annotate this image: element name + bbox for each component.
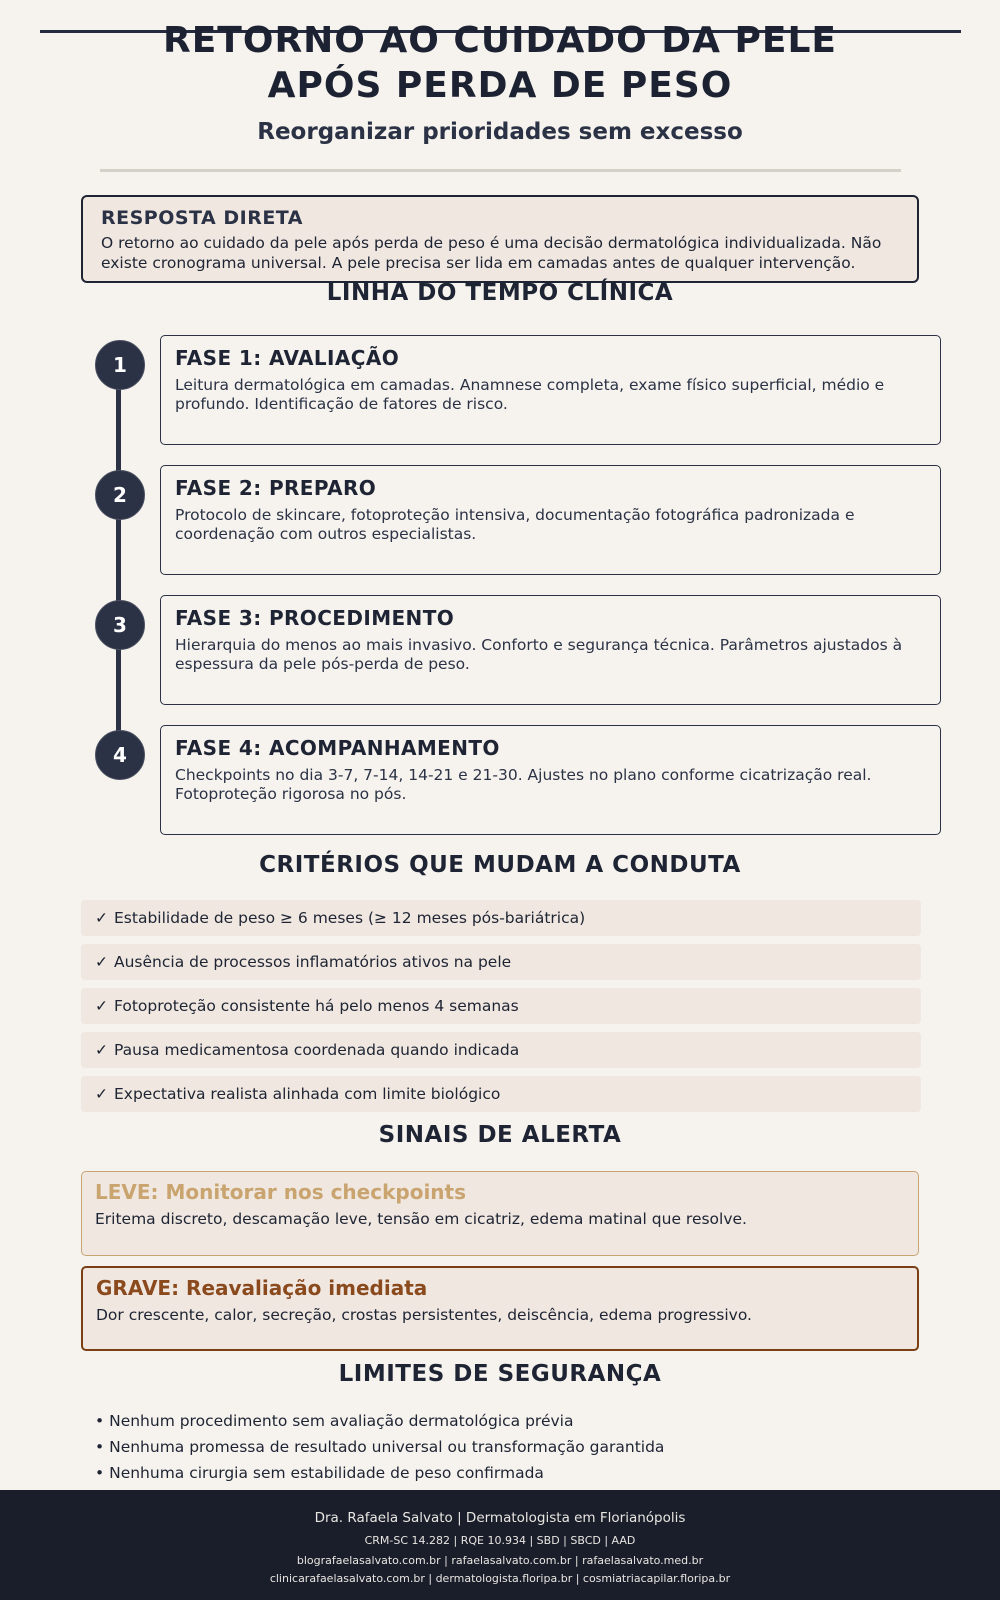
criteria-item-label: Ausência de processos inflamatórios ativos na pele [114, 953, 512, 971]
page-title [0, 18, 1000, 108]
phase-1-card [160, 335, 941, 445]
limits-item-label: Nenhuma promessa de resultado universal ou transformação garantida [109, 1438, 665, 1456]
header-divider [100, 169, 901, 172]
criteria-item-5 [81, 1076, 921, 1112]
footer-websites-1: blografaelasalvato.com.br | rafaelasalvato.com.br | rafaelasalvato.med.br [296, 1554, 704, 1567]
criteria-section-title: CRITÉRIOS QUE MUDAM A CONDUTA [259, 852, 741, 878]
footer [0, 1490, 1000, 1600]
limits-item-1 [95, 1408, 664, 1434]
alert-light-title: LEVE: Monitorar nos checkpoints [95, 1180, 467, 1204]
criteria-item-label: Fotoproteção consistente há pelo menos 4 semanas [114, 997, 519, 1015]
criteria-item-label: Estabilidade de peso ≥ 6 meses (≥ 12 meses pós-bariátrica) [114, 909, 586, 927]
criteria-item-label: Pausa medicamentosa coordenada quando indicada [114, 1041, 520, 1059]
phase-1-title: FASE 1: AVALIAÇÃO [175, 346, 400, 370]
timeline-connector-line [116, 365, 121, 755]
timeline-section-title: LINHA DO TEMPO CLÍNICA [326, 280, 674, 306]
footer-credentials: CRM-SC 14.282 | RQE 10.934 | SBD | SBCD | AAD [364, 1534, 636, 1547]
phase-3-text: Hierarquia do menos ao mais invasivo. Conforto e segurança técnica. Parâmetros ajustados à espessura da pele pós-perda de peso. [175, 636, 903, 673]
page-title-line1: RETORNO AO CUIDADO DA PELE [162, 20, 838, 61]
phase-3-number-badge: 3 [95, 600, 145, 650]
phase-4-title: FASE 4: ACOMPANHAMENTO [175, 736, 500, 760]
footer-author: Dra. Rafaela Salvato | Dermatologista em Florianópolis [314, 1510, 686, 1526]
criteria-item-4 [81, 1032, 921, 1068]
criteria-item-2 [81, 944, 921, 980]
page-subtitle: Reorganizar prioridades sem excesso [257, 119, 743, 145]
phase-2-text: Protocolo de skincare, fotoproteção intensiva, documentação fotográfica padronizada e coordenação com outros especialistas. [175, 506, 855, 543]
phase-1-number-badge: 1 [95, 340, 145, 390]
phase-2-number-badge: 2 [95, 470, 145, 520]
direct-answer-title: RESPOSTA DIRETA [101, 207, 303, 229]
limits-item-label: Nenhum procedimento sem avaliação dermatológica prévia [109, 1412, 574, 1430]
alert-light-card [81, 1171, 919, 1256]
phase-1-text: Leitura dermatológica em camadas. Anamnese completa, exame físico superficial, médio e profundo. Identificação de fatores de risco. [175, 376, 885, 413]
footer-websites-2: clinicarafaelasalvato.com.br | dermatologista.floripa.br | cosmiatriacapilar.floripa.br [269, 1572, 731, 1585]
phase-4-card [160, 725, 941, 835]
checkmark-icon: ✓ [95, 1041, 108, 1059]
checkmark-icon: ✓ [95, 997, 108, 1015]
phase-2-title: FASE 2: PREPARO [175, 476, 377, 500]
checkmark-icon: ✓ [95, 1085, 108, 1103]
page-title-line2: APÓS PERDA DE PESO [267, 65, 733, 106]
limits-item-2 [95, 1434, 664, 1460]
bullet-icon: • [95, 1464, 105, 1482]
phase-2-card [160, 465, 941, 575]
alert-grave-title: GRAVE: Reavaliação imediata [96, 1276, 428, 1300]
checkmark-icon: ✓ [95, 953, 108, 971]
alert-grave-text: Dor crescente, calor, secreção, crostas persistentes, deiscência, edema progressivo. [96, 1306, 752, 1324]
bullet-icon: • [95, 1438, 105, 1456]
limits-section-title: LIMITES DE SEGURANÇA [338, 1361, 662, 1387]
alerts-section-title: SINAIS DE ALERTA [378, 1122, 622, 1148]
limits-list [95, 1408, 664, 1486]
criteria-item-label: Expectativa realista alinhada com limite biológico [114, 1085, 501, 1103]
alert-grave-card [81, 1266, 919, 1351]
phase-4-text: Checkpoints no dia 3-7, 7-14, 14-21 e 21-30. Ajustes no plano conforme cicatrização real. Fotoproteção rigorosa no pós. [175, 766, 872, 803]
criteria-item-1 [81, 900, 921, 936]
direct-answer-text: O retorno ao cuidado da pele após perda de peso é uma decisão dermatológica individualizada. Não existe cronograma universal. A pele precisa ser lida em camadas antes de qualquer intervenção. [101, 234, 882, 272]
limits-item-label: Nenhuma cirurgia sem estabilidade de peso confirmada [109, 1464, 544, 1482]
criteria-item-3 [81, 988, 921, 1024]
phase-3-title: FASE 3: PROCEDIMENTO [175, 606, 455, 630]
direct-answer-box [81, 195, 919, 283]
alert-light-text: Eritema discreto, descamação leve, tensão em cicatriz, edema matinal que resolve. [95, 1210, 747, 1228]
checkmark-icon: ✓ [95, 909, 108, 927]
phase-3-card [160, 595, 941, 705]
limits-item-3 [95, 1460, 664, 1486]
phase-4-number-badge: 4 [95, 730, 145, 780]
bullet-icon: • [95, 1412, 105, 1430]
